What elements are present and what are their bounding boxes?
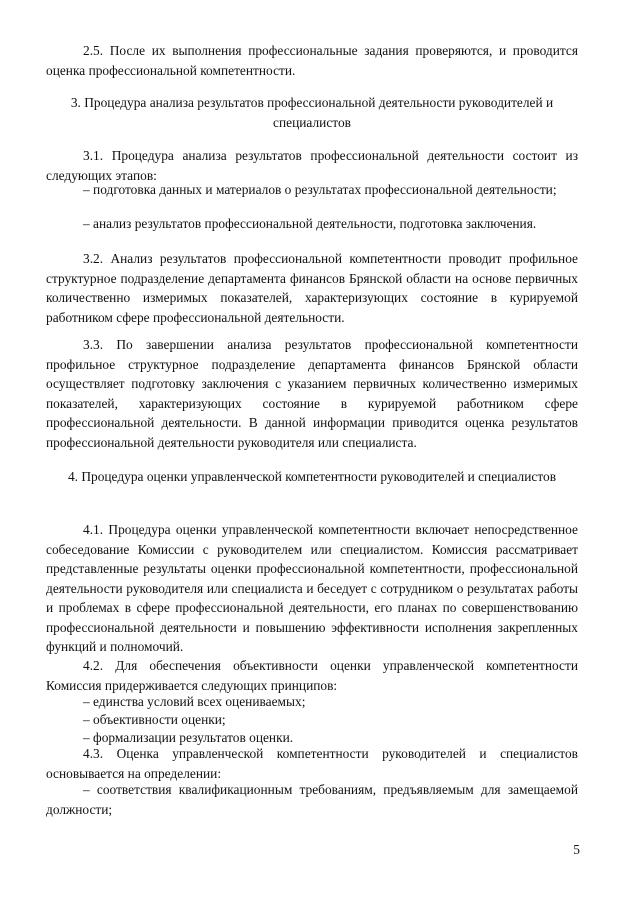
list-item-formalization: – формализации результатов оценки. xyxy=(83,730,294,745)
list-item-uniform-conditions: – единства условий всех оцениваемых; xyxy=(83,694,306,709)
paragraph-4-3: 4.3. Оценка управленческой компетентности руководителей и специалистов основывается на определении: xyxy=(46,746,578,781)
paragraph-4-2: 4.2. Для обеспечения объективности оценки управленческой компетентности Комиссия придерживается следующих принципов: xyxy=(46,658,578,693)
section-heading-3: 3. Процедура анализа результатов профессиональной деятельности руководителей и специалистов xyxy=(70,95,554,130)
paragraph-3-2: 3.2. Анализ результатов профессиональной компетентности проводит профильное структурное подразделение департамента финансов Брянской области на основе первичных количественно измеримых показателей, характеризующих состояние в курируемой работником сфере профессиональной деятельности. xyxy=(46,251,578,325)
list-item-analysis: – анализ результатов профессиональной деятельности, подготовка заключения. xyxy=(83,216,537,231)
list-item-data-preparation: – подготовка данных и материалов о результатах профессиональной деятельности; xyxy=(83,182,557,197)
list-item-qualification: – соответствия квалификационным требованиям, предъявляемым для замещаемой должности; xyxy=(46,782,578,817)
paragraph-4-1: 4.1. Процедура оценки управленческой компетентности включает непосредственное собеседование Комиссии с руководителем или специалистом. Комиссия рассматривает представленные результаты оценки профессиональной компетентности, профессиональной деятельности руководителя или специалиста и беседует с сотрудником о результатах работы и проблемах в сфере профессиональной деятельности, его планах по совершенствованию профессиональной деятельности и повышению эффективности исполнения закрепленных функций и полномочий. xyxy=(46,522,578,654)
list-item-objectivity: – объективности оценки; xyxy=(83,712,226,727)
paragraph-3-3: 3.3. По завершении анализа результатов профессиональной компетентности профильное структурное подразделение департамента финансов Брянской области осуществляет подготовку заключения с указанием первичных количественно измеримых показателей, характеризующих состояние в курируемой работником сфере профессиональной деятельности. В данной информации приводится оценка результатов профессиональной деятельности руководителя или специалиста. xyxy=(46,337,578,450)
paragraph-2-5: 2.5. После их выполнения профессиональные задания проверяются, и проводится оценка профессиональной компетентности. xyxy=(46,43,578,78)
page-number: 5 xyxy=(573,842,580,857)
paragraph-3-1: 3.1. Процедура анализа результатов профессиональной деятельности состоит из следующих этапов: xyxy=(46,148,578,183)
section-heading-4: 4. Процедура оценки управленческой компетентности руководителей и специалистов xyxy=(67,469,557,484)
